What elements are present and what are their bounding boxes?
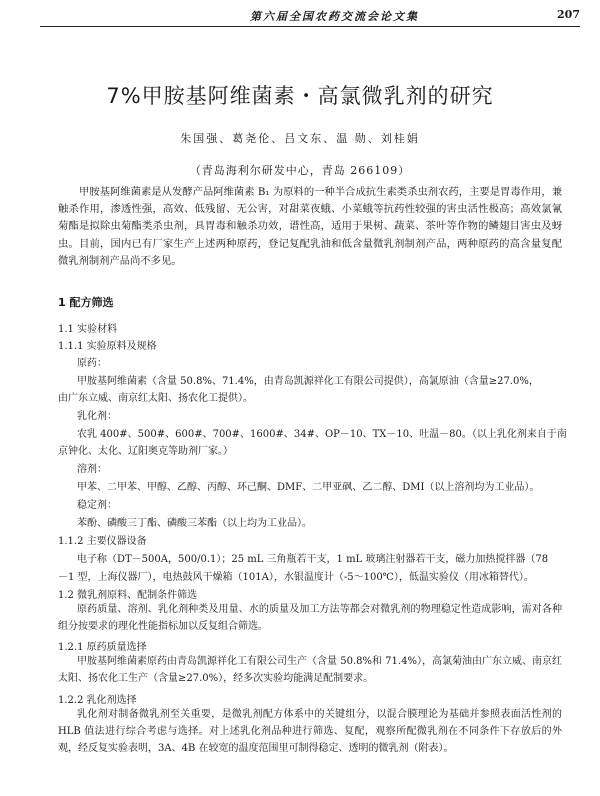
raw-material-label: 原药： [77,358,107,369]
instruments-text-line2: －1 型，上海仪器厂），电热鼓风干燥箱（101A），水银温度计（-5～100℃），低温实验仪（用冰箱替代）。 [58,572,534,583]
section-1-2-1-paragraph: 甲胺基阿维菌素原药由青岛凯源祥化工有限公司生产（含量 50.8%和 71.4%），高氯菊油由广东立威、南京红太阳、扬农化工生产（含量≥27.0%），经多次实验均能满足配制要求。 [58,656,562,684]
section-heading-1: 1 配方筛选 [58,296,114,309]
section-1-2-2-paragraph: 乳化剂对制备微乳剂至关重要，是微乳剂配方体系中的关键组分，以混合膜理论为基础并参照表面活性剂的 HLB 值法进行综合考虑与选择。对上述乳化剂品种进行筛选、复配，观察所配微乳剂在不同条件下存放后的外观，经反复实验表明，3A、4B 在较宽的温度范围里可制得稳定、透明的微乳剂（附表）。 [58,709,562,754]
stabilizer-label: 稳定剂： [77,500,117,511]
section-1-2-paragraph: 原药质量、溶剂、乳化剂种类及用量、水的质量及加工方法等都会对微乳剂的物理稳定性造成影响，需对各种组分按要求的理化性能指标加以反复组合筛选。 [58,604,562,632]
emulsifier-text-line2: 京钟化、太化、辽阳奥克等助剂厂家。） [58,446,233,457]
subsubsection-heading-1-2-2: 1.2.2 乳化剂选择 [58,695,137,706]
affiliation: （青岛海利尔研发中心，青岛 266109） [189,164,411,177]
subsubsection-heading-1-2-1: 1.2.1 原药质量选择 [58,642,147,653]
abstract-paragraph: 甲胺基阿维菌素是从发酵产品阿维菌素 B₁ 为原料的一种半合成抗生素类杀虫剂农药，主要是胃毒作用，兼触杀作用，渗透性强，高效、低残留、无公害，对甜菜夜蛾、小菜蛾等抗药性较强的害虫活性极高；高效氯氰菊酯是拟除虫菊酯类杀虫剂，具胃毒和触杀功效，谱性高，适用于果树、蔬菜、茶叶等作物的鳞翅目害虫及蚜虫。目前，国内已有厂家生产上述两种原药，登记复配乳油和低含量微乳剂制剂产品，两种原药的高含量复配微乳剂制剂产品尚不多见。 [58,186,562,267]
paper-title: 7%甲胺基阿维菌素・高氯微乳剂的研究 [106,84,494,108]
author-list: 朱国强、葛尧伦、吕文东、温 勋、刘桂娟 [180,132,420,145]
solvent-text: 甲苯、二甲苯、甲醇、乙醇、丙醇、环己酮、DMF、二甲亚砜、乙二醇、DMI（以上溶剂均为工业品）。 [77,482,540,493]
page-number: 207 [557,8,580,21]
raw-material-text-line2: 由广东立威、南京红太阳、扬农化工提供）。 [58,393,253,404]
subsubsection-heading-1-1-1: 1.1.1 实验原料及规格 [58,341,157,352]
subsection-heading-1-1: 1.1 实验材料 [58,324,118,335]
emulsifier-label: 乳化剂： [77,411,117,422]
subsubsection-heading-1-1-2: 1.1.2 主要仪器设备 [58,536,147,547]
running-header [40,6,580,27]
subsection-heading-1-2: 1.2 微乳剂原料、配制条件筛选 [58,590,198,601]
stabilizer-text: 苯酚、磷酸三丁酯、磷酸三苯酯（以上均为工业品）。 [77,518,312,529]
emulsifier-text-line1: 农乳 400#、500#、600#、700#、1600#、34#、OP－10、TX－10、吐温－80。（以上乳化剂来自于南 [77,429,567,440]
instruments-text-line1: 电子称（DT－500A，500/0.1）；25 mL 三角瓶若干支，1 mL 玻璃注射器若干支，磁力加热搅拌器（78 [77,554,549,565]
solvent-label: 溶剂： [77,464,107,475]
raw-material-text-line1: 甲胺基阿维菌素（含量 50.8%、71.4%，由青岛凯源祥化工有限公司提供），高氯原油（含量≥27.0%， [77,376,539,387]
running-title: 第六届全国农药交流会论文集 [250,10,419,23]
